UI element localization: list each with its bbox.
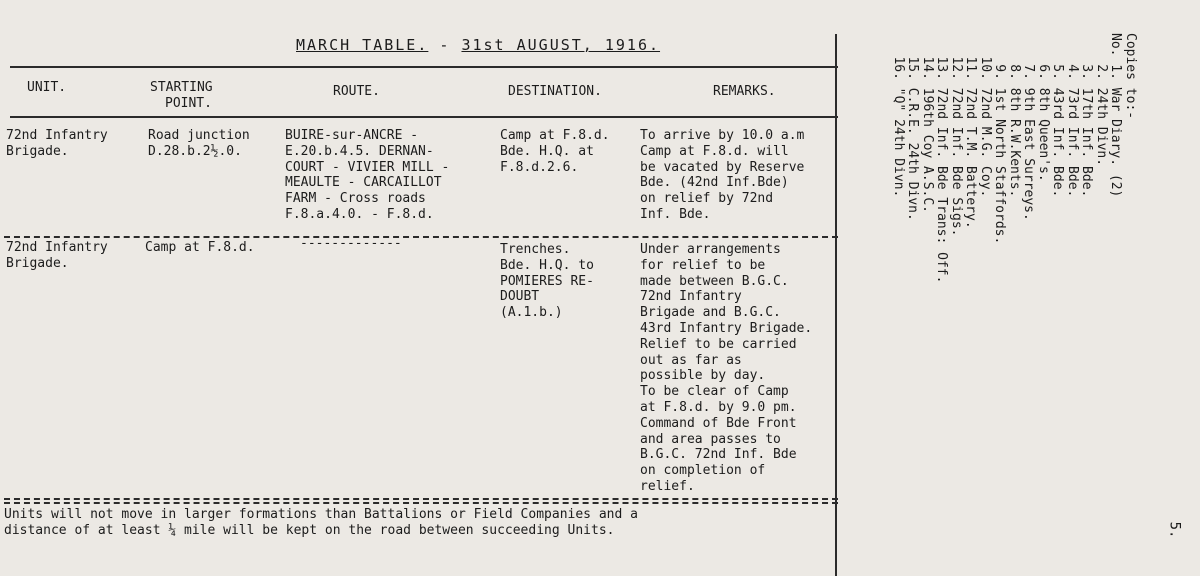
table-bottom-rule [4,498,838,500]
table-bottom-rule-2 [4,502,838,504]
header-bottom-rule [10,116,838,118]
row1-remarks: To arrive by 10.0 a.m Camp at F.8.d. will be vacated by Reserve Bde. (42nd Inf.Bde) on relief by 72nd Inf. Bde. [640,128,805,222]
page-title [296,36,660,54]
header-starting-point-line1: STARTING [150,80,213,95]
title-date: 31st AUGUST, 1916. [461,36,661,54]
copies-distribution [855,33,1138,373]
row1-unit: 72nd Infantry Brigade. [6,128,108,159]
row2-destination: Trenches. Bde. H.Q. to POMIERES RE- DOUBT (A.1.b.) [500,242,594,321]
row2-starting-point: Camp at F.8.d. [145,240,255,255]
header-destination: DESTINATION. [508,84,602,99]
row2-unit: 72nd Infantry Brigade. [6,240,108,271]
copies-list: Copies to:- No. 1. War Diary. (2) 2. 24th Divn. 3. 17th Inf. Bde. 4. 73rd Inf. Bde. 5. 43rd Inf. Bde. 6. 8th Queen's. 7. 9th East Surreys. 8. 8th R.W.Kents. 9. 1st North Staffords. 10. 72nd M.G. Coy. 11. 72nd T.M. Battery. 12. 72nd Inf. Bde Sigs. 13. 72nd Inf. Bde Trans: Off. 14. 196th Coy A.S.C. 15. C.R.E. 24th Divn. 16. "Q" 24th Divn. [891,33,1138,284]
margin-rule [835,34,837,576]
title-separator: - [428,36,462,54]
row2-route: ------------- [300,236,402,251]
header-route: ROUTE. [333,84,380,99]
row1-route: BUIRE-sur-ANCRE - E.20.b.4.5. DERNAN- COURT - VIVIER MILL - MEAULTE - CARCAILLOT FARM - Cross roads F.8.a.4.0. - F.8.d. [285,128,450,222]
row1-destination: Camp at F.8.d. Bde. H.Q. at F.8.d.2.6. [500,128,610,175]
row2-remarks: Under arrangements for relief to be made between B.G.C. 72nd Infantry Brigade and B.G.C. 43rd Infantry Brigade. Relief to be carried out as far as possible by day. To be clear of Camp at F.8.d. by 9.0 pm. Command of Bde Front and area passes to B.G.C. 72nd Inf. Bde on completion of relief. [640,242,813,494]
title-main: MARCH TABLE. [296,36,429,54]
header-starting-point-line2: POINT. [165,96,212,111]
header-remarks: REMARKS. [713,84,776,99]
page-number: 5. [1166,521,1183,539]
table-top-rule [10,66,838,68]
row-divider [4,236,838,238]
footer-note: Units will not move in larger formations than Battalions or Field Companies and a distance of at least ¼ mile will be kept on the road between succeeding Units. [4,507,638,538]
row1-starting-point: Road junction D.28.b.2½.0. [148,128,250,159]
header-unit: UNIT. [27,80,67,95]
